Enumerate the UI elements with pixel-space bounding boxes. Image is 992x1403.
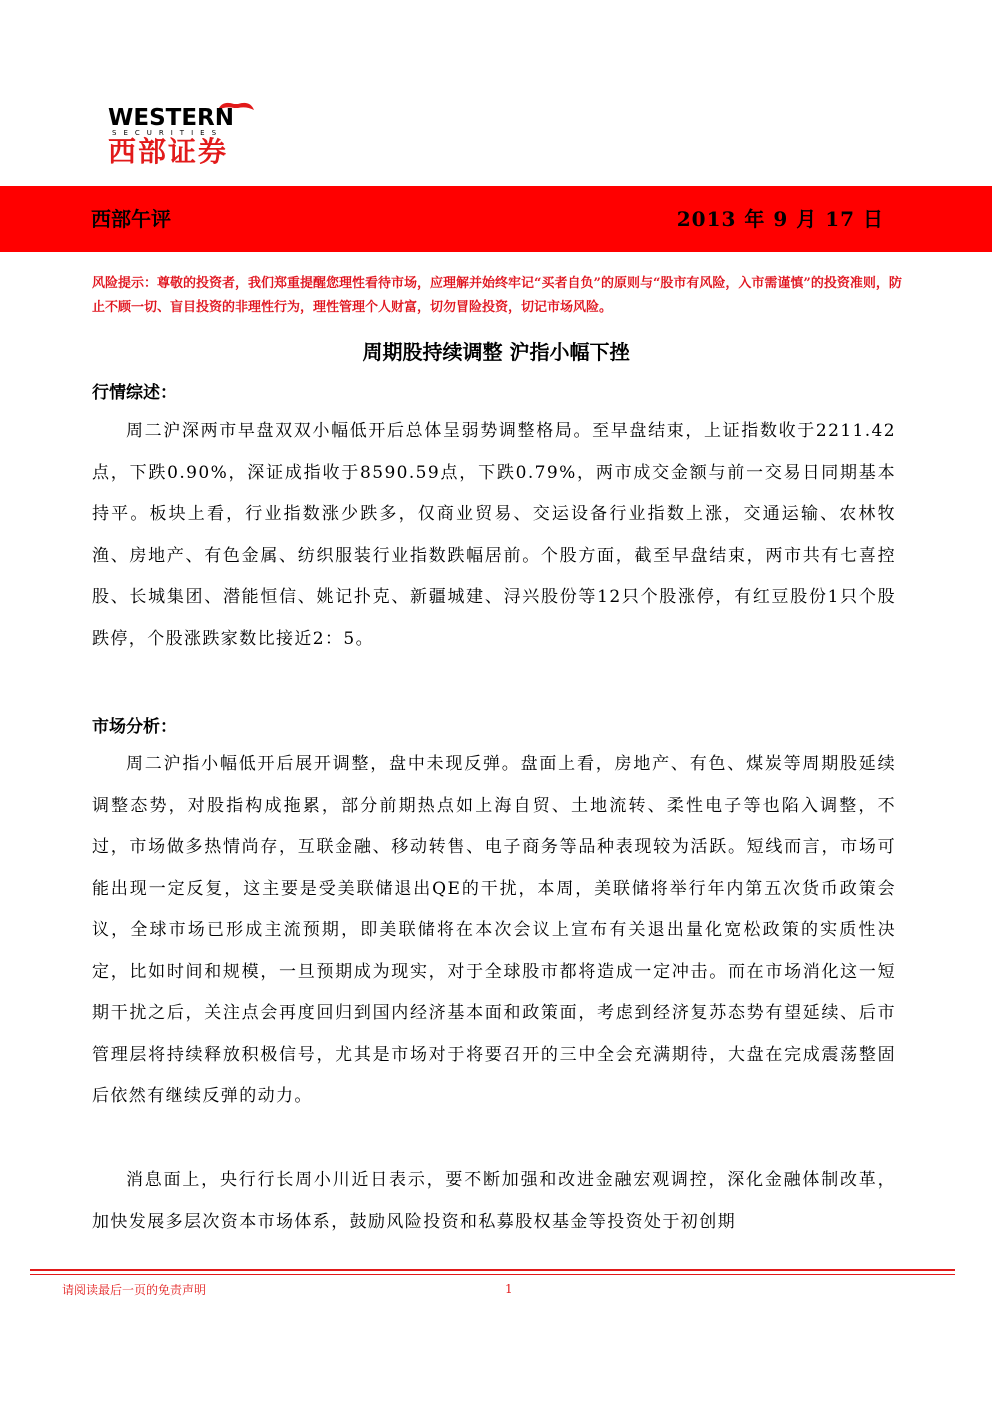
article-headline: 周期股持续调整 沪指小幅下挫 [362, 340, 630, 364]
logo-english-text: WESTERN [108, 105, 235, 131]
report-type-title: 西部午评 [91, 207, 171, 231]
risk-notice: 风险提示：尊敬的投资者，我们郑重提醒您理性看待市场，应理解并始终牢记“买者自负”的原则与“股市有风险，入市需谨慎”的投资准则，防止不顾一切、盲目投资的非理性行为，理性管理个人财富，切勿冒险投资，切记市场风险。 [92, 276, 902, 315]
logo-chinese-text: 西部证券 [108, 135, 229, 168]
company-logo [108, 106, 283, 168]
footer-divider-thin [30, 1274, 955, 1275]
report-date: 2013 年 9 月 17 日 [676, 207, 884, 231]
paragraph-market-analysis: 周二沪指小幅低开后展开调整，盘中未现反弹。盘面上看，房地产、有色、煤炭等周期股延续调整态势，对股指构成拖累，部分前期热点如上海自贸、土地流转、柔性电子等也陷入调整，不过，市场做多热情尚存，互联金融、移动转售、电子商务等品种表现较为活跃。短线而言，市场可能出现一定反复，这主要是受美联储退出QE的干扰，本周，美联储将举行年内第五次货币政策会议，全球市场已形成主流预期，即美联储将在本次会议上宣布有关退出量化宽松政策的实质性决定，比如时间和规模，一旦预期成为现实，对于全球股市都将造成一定冲击。而在市场消化这一短期干扰之后，关注点会再度回归到国内经济基本面和政策面，考虑到经济复苏态势有望延续、后市管理层将持续释放积极信号，尤其是市场对于将要召开的三中全会充满期待，大盘在完成震荡整固后依然有继续反弹的动力。 [92, 754, 896, 1106]
paragraph-news: 消息面上，央行行长周小川近日表示，要不断加强和改进金融宏观调控，深化金融体制改革，加快发展多层次资本市场体系，鼓励风险投资和私募股权基金等投资处于初创期 [92, 1170, 896, 1232]
logo-sub-text: SECURITIES [112, 129, 224, 137]
footer-disclaimer-note: 请阅读最后一页的免责声明 [62, 1283, 207, 1297]
section-title-market-overview: 行情综述： [92, 383, 177, 403]
paragraph-market-overview: 周二沪深两市早盘双双小幅低开后总体呈弱势调整格局。至早盘结束，上证指数收于2211.42点，下跌0.90%，深证成指收于8590.59点，下跌0.79%，两市成交金额与前一交易日同期基本持平。板块上看，行业指数涨少跌多，仅商业贸易、交运设备行业指数上涨，交通运输、农林牧渔、房地产、有色金属、纺织服装行业指数跌幅居前。个股方面，截至早盘结束，两市共有七喜控股、长城集团、潜能恒信、姚记扑克、新疆城建、浔兴股份等12只个股涨停，有红豆股份1只个股跌停，个股涨跌家数比接近2：5。 [92, 421, 896, 649]
footer-divider [30, 1269, 955, 1271]
section-title-market-analysis: 市场分析： [92, 717, 177, 737]
page-number: 1 [505, 1282, 513, 1296]
